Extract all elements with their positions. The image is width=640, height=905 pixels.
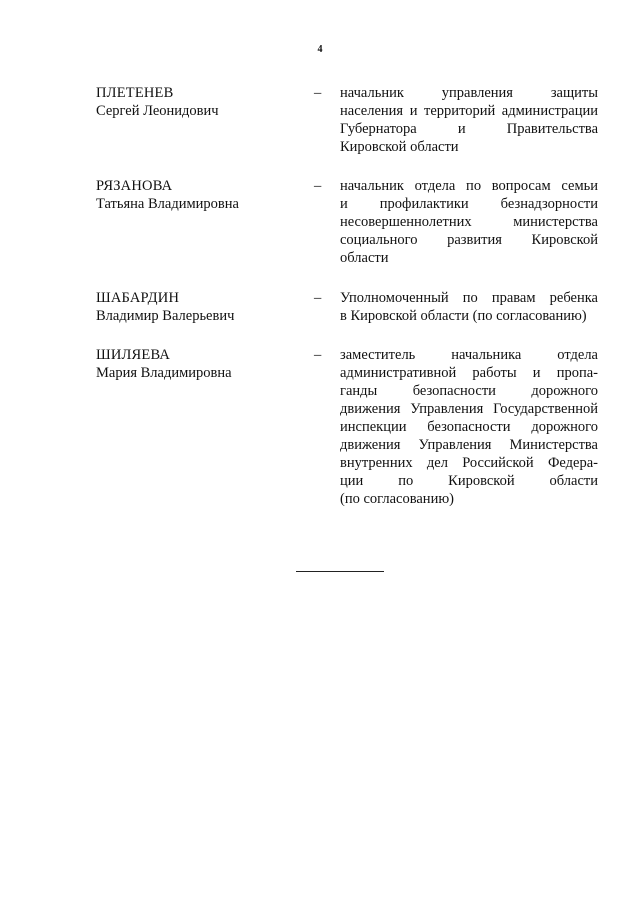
position-line: инспекции безопасности дорожного xyxy=(340,419,598,435)
position-line: движения Управления Государственной xyxy=(340,401,598,417)
position-line: начальник отдела по вопросам семьи xyxy=(340,178,598,194)
position-line: несовершеннолетних министерства xyxy=(340,214,598,230)
member-position xyxy=(340,289,598,325)
position-line: и профилактики безнадзорности xyxy=(340,196,598,212)
position-line: заместитель начальника отдела xyxy=(340,347,598,363)
separator-dash: – xyxy=(314,290,322,306)
separator-dash: – xyxy=(314,347,322,363)
position-line: ганды безопасности дорожного xyxy=(340,383,598,399)
position-line: в Кировской области (по согласованию) xyxy=(340,308,587,324)
member-surname: РЯЗАНОВА xyxy=(96,178,173,194)
position-line: Уполномоченный по правам ребенка xyxy=(340,290,598,306)
position-line: начальник управления защиты xyxy=(340,85,598,101)
position-line: области xyxy=(340,250,389,266)
member-given-names: Мария Владимировна xyxy=(96,365,232,381)
member-name-block xyxy=(96,177,306,213)
member-position xyxy=(340,84,598,156)
member-name-block xyxy=(96,289,306,325)
member-name-block xyxy=(96,346,306,382)
position-line: населения и территорий администрации xyxy=(340,103,598,119)
closing-rule xyxy=(296,571,384,572)
member-surname: ШИЛЯЕВА xyxy=(96,347,171,363)
separator-dash: – xyxy=(314,178,322,194)
position-line: Кировской области xyxy=(340,139,459,155)
member-surname: ШАБАРДИН xyxy=(96,290,180,306)
page-number: 4 xyxy=(317,44,323,55)
position-line: внутренних дел Российской Федера- xyxy=(340,455,598,471)
position-line: движения Управления Министерства xyxy=(340,437,598,453)
member-position xyxy=(340,346,598,508)
position-line: социального развития Кировской xyxy=(340,232,598,248)
position-line: Губернатора и Правительства xyxy=(340,121,598,137)
position-line: административной работы и пропа- xyxy=(340,365,598,381)
member-position xyxy=(340,177,598,267)
member-surname: ПЛЕТЕНЕВ xyxy=(96,85,174,101)
member-given-names: Владимир Валерьевич xyxy=(96,308,235,324)
separator-dash: – xyxy=(314,85,322,101)
member-given-names: Татьяна Владимировна xyxy=(96,196,239,212)
member-name-block xyxy=(96,84,306,120)
member-given-names: Сергей Леонидович xyxy=(96,103,219,119)
position-line: (по согласованию) xyxy=(340,491,454,507)
position-line: ции по Кировской области xyxy=(340,473,598,489)
